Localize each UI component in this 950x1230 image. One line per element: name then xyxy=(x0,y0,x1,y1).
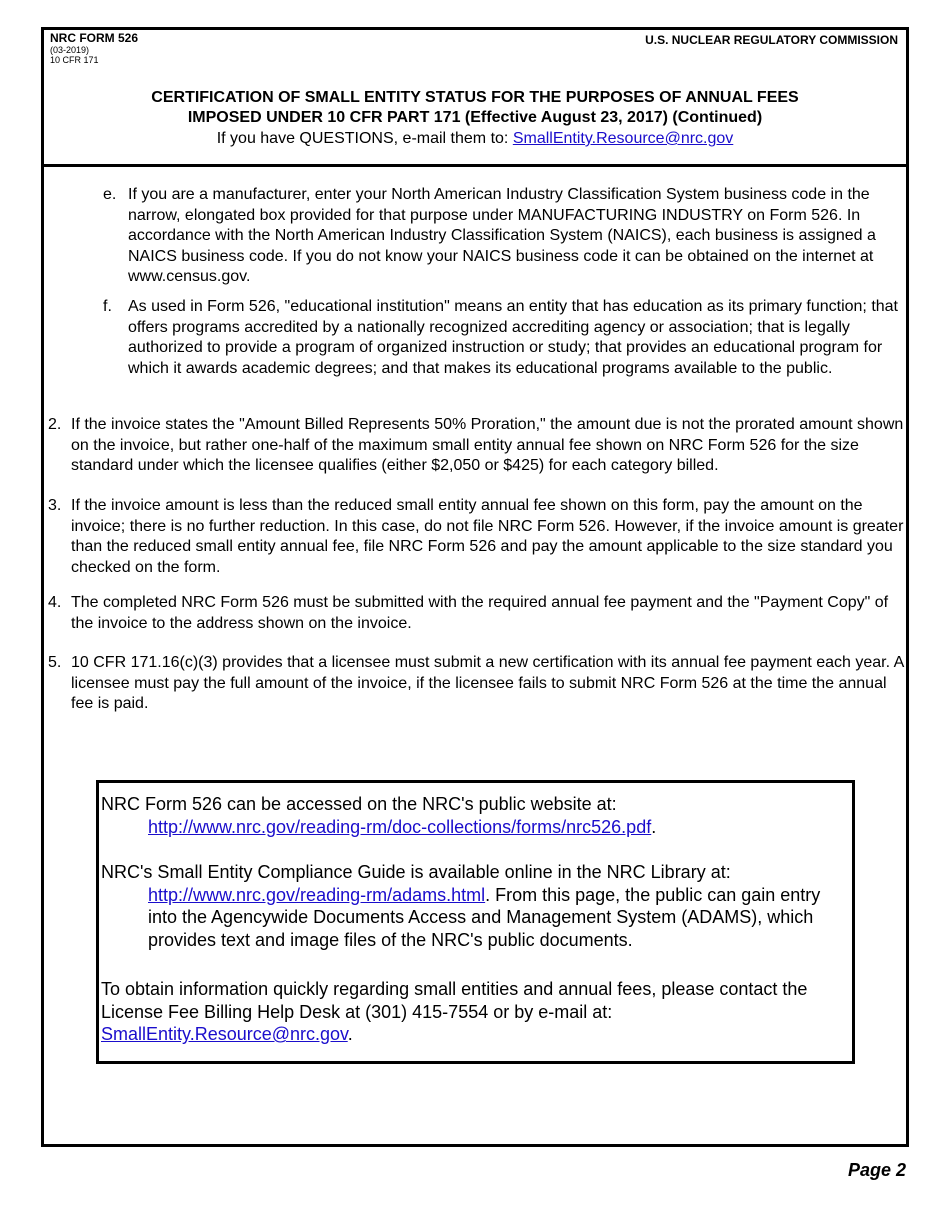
list-marker: 3. xyxy=(48,497,62,514)
form-526-link[interactable]: http://www.nrc.gov/reading-rm/doc-collections/forms/nrc526.pdf xyxy=(148,816,652,837)
form-cfr: 10 CFR 171 xyxy=(50,55,99,65)
info-text-after: . xyxy=(651,816,657,837)
adams-link[interactable]: http://www.nrc.gov/reading-rm/adams.html xyxy=(148,884,486,905)
list-item-text: If the invoice amount is less than the reduced small entity annual fee shown on this form, pay the amount on the invoice; there is no further reduction. In this case, do not file NRC Form 526. However, if the invoice amount is greater than the reduced small entity annual fee, file NRC Form 526 and pay the amount applicable to the size standard you checked on the form. xyxy=(71,497,904,576)
list-item-f xyxy=(103,297,903,379)
list-marker: e. xyxy=(103,186,117,203)
header-divider xyxy=(41,164,909,167)
questions-email-link[interactable]: SmallEntity.Resource@nrc.gov xyxy=(512,130,734,147)
questions-text: If you have QUESTIONS, e-mail them to: xyxy=(216,130,513,147)
list-marker: 4. xyxy=(48,594,62,611)
contact-email-link[interactable]: SmallEntity.Resource@nrc.gov xyxy=(101,1024,348,1045)
list-item-e xyxy=(103,185,903,288)
form-title-line1: CERTIFICATION OF SMALL ENTITY STATUS FOR THE PURPOSES OF ANNUAL FEES xyxy=(151,89,799,106)
info-paragraph-contact xyxy=(101,978,853,1046)
form-title-line2: IMPOSED UNDER 10 CFR PART 171 (Effective August 23, 2017) (Continued) xyxy=(187,109,763,126)
agency-name: U.S. NUCLEAR REGULATORY COMMISSION xyxy=(645,33,898,47)
list-item-text: The completed NRC Form 526 must be submitted with the required annual fee payment and the "Payment Copy" of the invoice to the address shown on the invoice. xyxy=(71,594,889,632)
form-date: (03-2019) xyxy=(50,45,90,55)
info-text-after: . xyxy=(347,1024,353,1045)
list-item-text: As used in Form 526, "educational institution" means an entity that has education as its primary function; that offers programs accredited by a nationally recognized accrediting agency or association; that is legally authorized to provide a program of organized instruction or study; that provides an educational program for which it awards academic degrees; and that makes its educational programs available to the public. xyxy=(128,298,898,377)
list-item-2 xyxy=(48,415,908,477)
list-item-5 xyxy=(48,653,908,715)
questions-line xyxy=(44,128,906,149)
list-item-4 xyxy=(48,593,908,634)
list-item-text: If the invoice states the "Amount Billed Represents 50% Proration," the amount due is not the prorated amount shown on the invoice, but rather one-half of the maximum small entity annual fee shown on NRC Form 526 for the size standard under which the licensee qualifies (either $2,050 or $425) for each category billed. xyxy=(71,416,904,475)
info-paragraph-form-access xyxy=(101,793,853,838)
list-marker: 2. xyxy=(48,416,62,433)
list-item-text: If you are a manufacturer, enter your North American Industry Classification System business code in the narrow, elongated box provided for that purpose under MANUFACTURING INDUSTRY on Form 526. In accordance with the North American Industry Classification System (NAICS), each business is assigned a NAICS business code. If you do not know your NAICS business code it can be obtained on the internet at www.census.gov. xyxy=(128,186,876,286)
list-marker: 5. xyxy=(48,654,62,671)
info-text: NRC Form 526 can be accessed on the NRC's public website at: xyxy=(101,794,617,814)
list-item-3 xyxy=(48,496,908,578)
info-text-after: . From this page, the public can gain entry into the Agencywide Documents Access and Management System (ADAMS), which provides text and image files of the NRC's public documents. xyxy=(148,884,821,950)
list-item-text: 10 CFR 171.16(c)(3) provides that a licensee must submit a new certification with its annual fee payment each year. A licensee must pay the full amount of the invoice, if the licensee fails to submit NRC Form 526 at the time the annual fee is paid. xyxy=(71,654,904,713)
info-paragraph-compliance-guide xyxy=(101,861,853,951)
page-number: Page 2 xyxy=(847,1160,906,1180)
info-text: NRC's Small Entity Compliance Guide is available online in the NRC Library at: xyxy=(101,862,731,882)
list-marker: f. xyxy=(103,298,112,315)
form-name: NRC FORM 526 xyxy=(50,31,139,45)
form-title-block xyxy=(44,88,906,149)
info-text: To obtain information quickly regarding small entities and annual fees, please contact the License Fee Billing Help Desk at (301) 415-7554 or by e-mail at: xyxy=(101,979,808,1022)
